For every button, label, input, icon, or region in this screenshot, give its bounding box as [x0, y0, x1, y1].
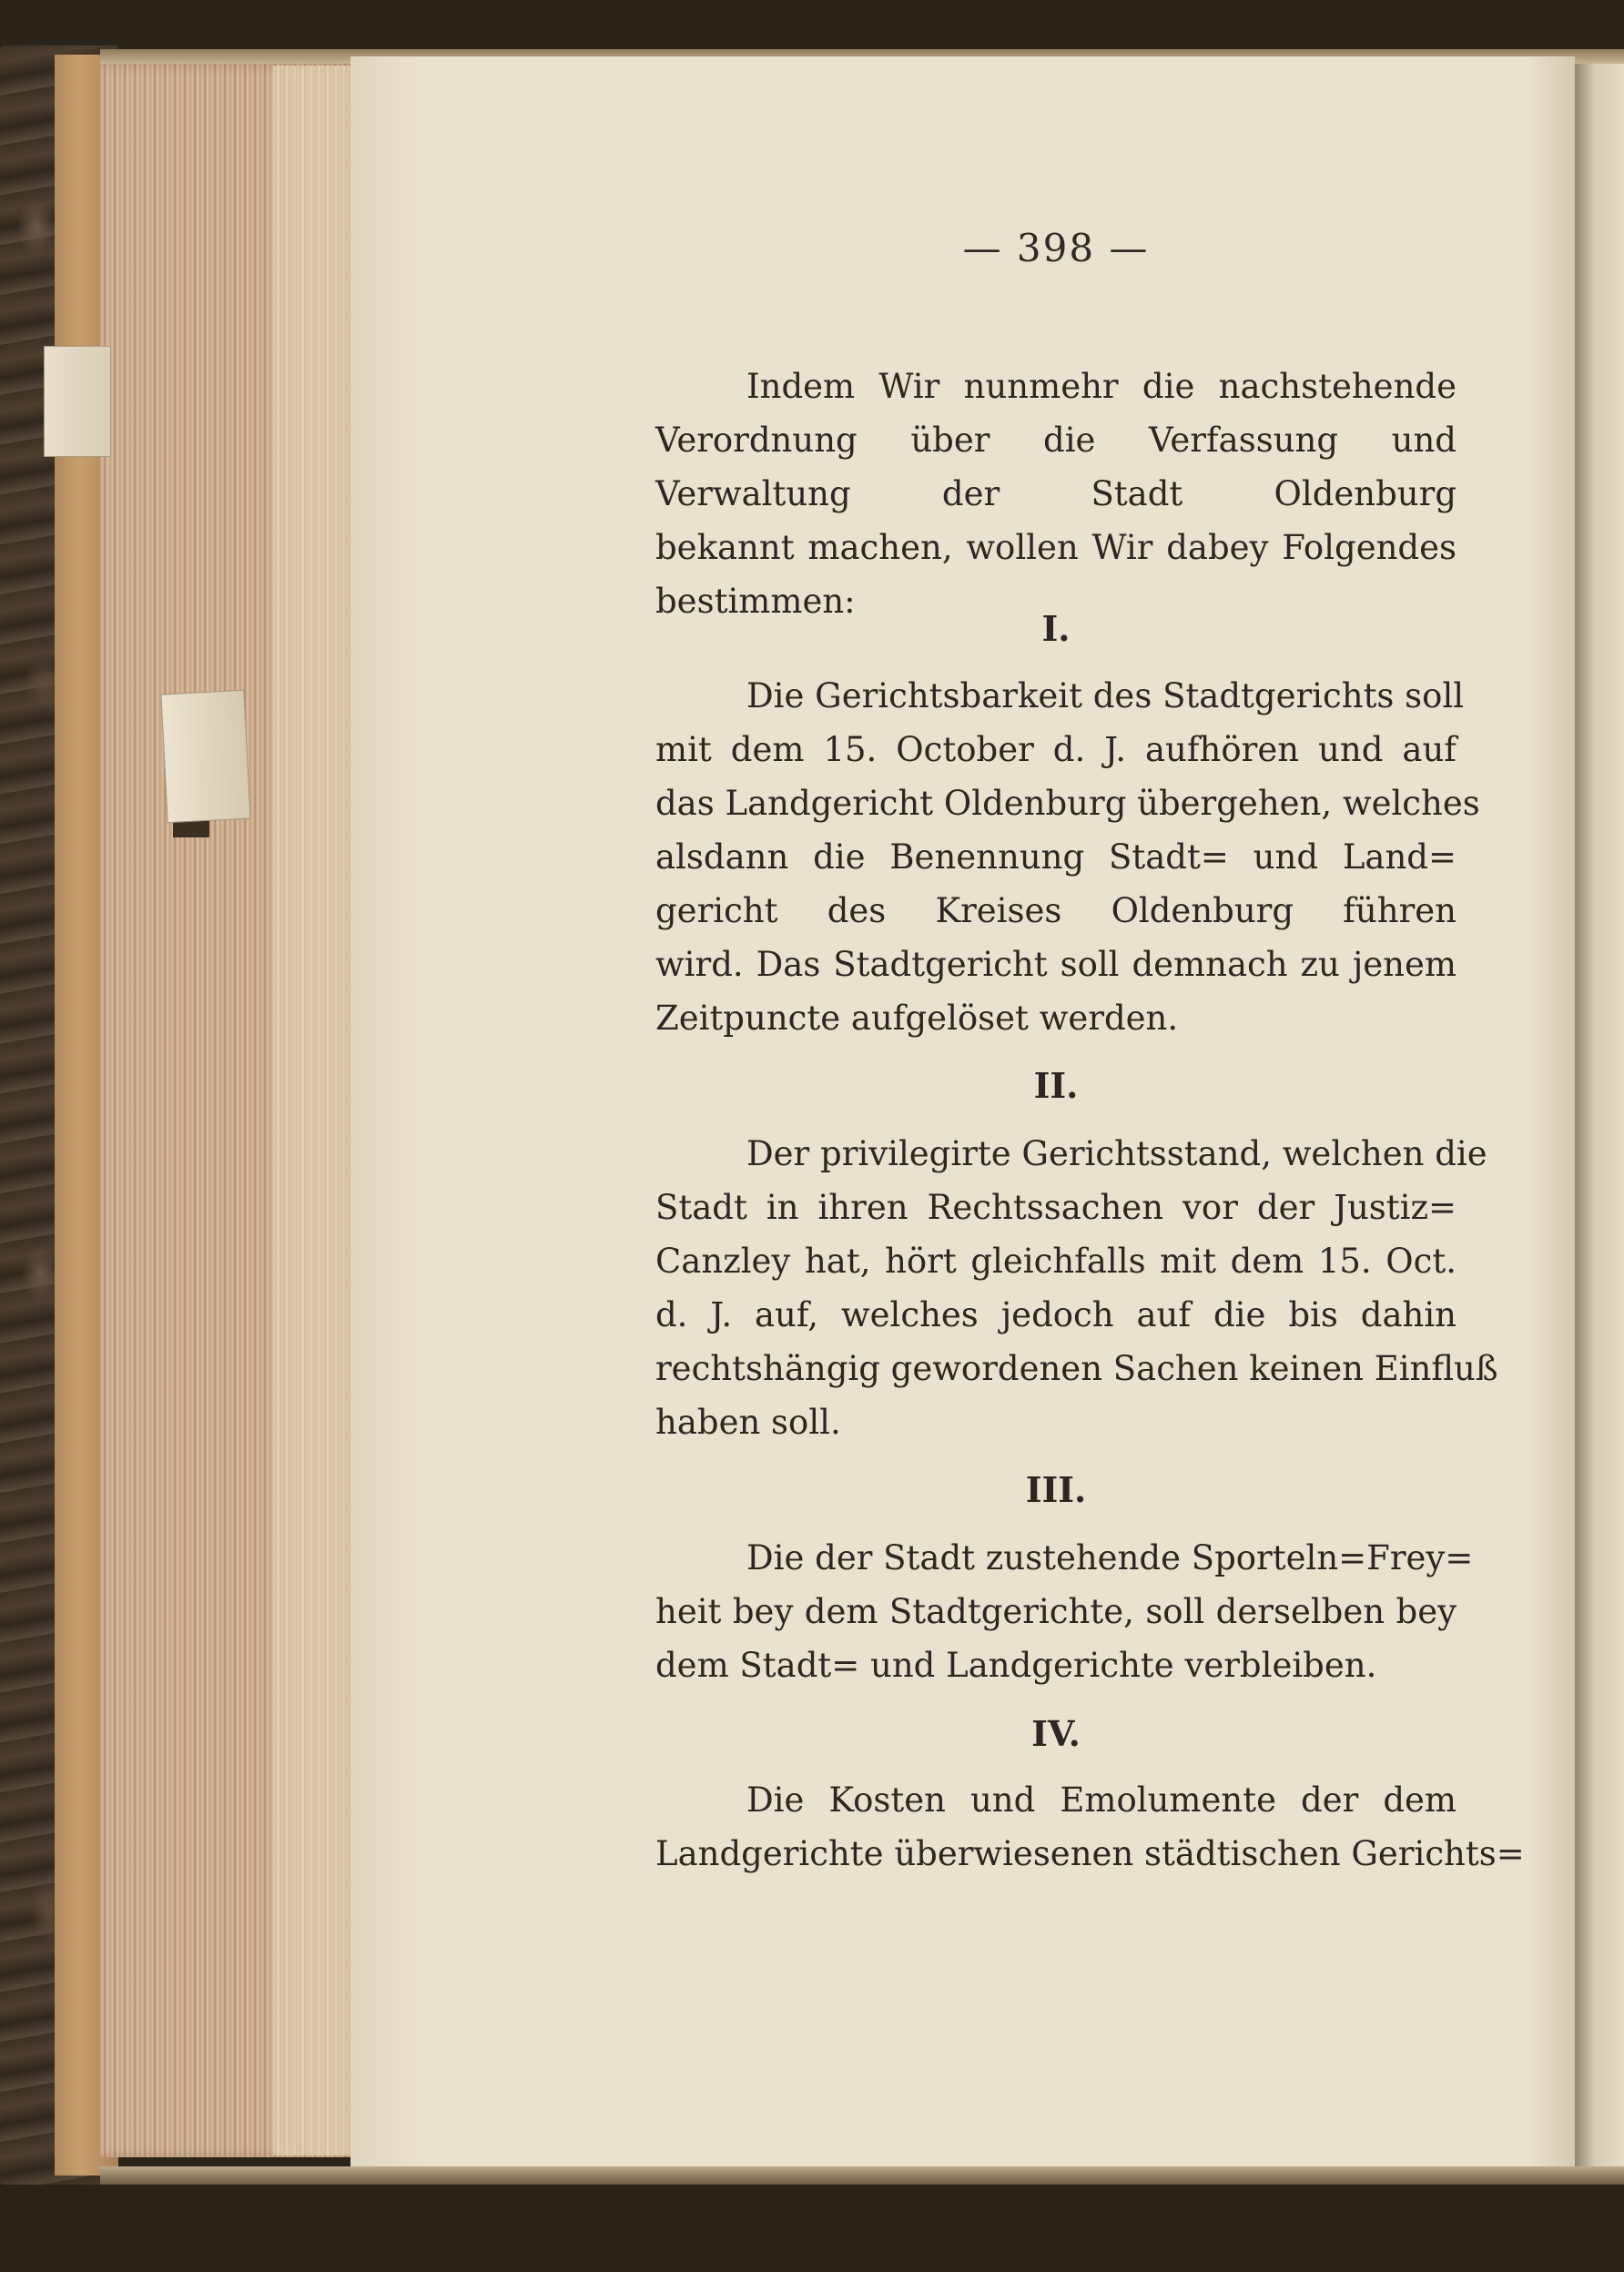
page-bottom-edge [100, 2166, 1624, 2185]
text-line: Die der Stadt zustehende Sporteln=Frey= [746, 1538, 1474, 1577]
paper-tab-middle [160, 690, 250, 824]
section-numeral: II. [1033, 1065, 1079, 1106]
paper-tab-top [44, 346, 111, 457]
text-line: das Landgericht Oldenburg übergehen, welches [655, 784, 1480, 823]
section-paragraph [655, 1127, 1498, 1449]
section-numeral: IV. [1031, 1713, 1081, 1754]
page-edges-inner [273, 66, 355, 2155]
text-line: haben soll. [655, 1403, 841, 1442]
text-line: d. J. auf, welches jedoch auf die bis dahin [655, 1295, 1457, 1334]
text-line: rechtshängig gewordenen Sachen keinen Einfluß [655, 1349, 1498, 1388]
section-paragraph [655, 1531, 1474, 1692]
text-line: heit bey dem Stadtgerichte, soll derselben bey [655, 1592, 1457, 1631]
text-line: gericht des Kreises Oldenburg führen [655, 891, 1457, 930]
text-line: Verordnung über die Verfassung und [655, 421, 1457, 460]
text-line: Indem Wir nunmehr die nachstehende [746, 367, 1457, 406]
text-line: Die Kosten und Emolumente der dem [746, 1780, 1457, 1820]
section-numeral: I. [1041, 608, 1071, 649]
text-line: Zeitpuncte aufgelöset werden. [655, 999, 1179, 1038]
facing-page-edge [1575, 64, 1624, 2166]
text-line: wird. Das Stadtgericht soll demnach zu jenem [655, 945, 1457, 984]
intro-paragraph [655, 360, 1457, 628]
text-line: Die Gerichtsbarkeit des Stadtgerichts soll [746, 676, 1465, 715]
section-paragraph [655, 669, 1480, 1045]
text-line: bestimmen: [655, 582, 856, 621]
text-line: Verwaltung der Stadt Oldenburg [655, 474, 1457, 513]
text-line: Stadt in ihren Rechtssachen vor der Justiz= [655, 1188, 1457, 1227]
text-line: mit dem 15. October d. J. aufhören und auf [655, 730, 1457, 769]
text-line: dem Stadt= und Landgerichte verbleiben. [655, 1646, 1377, 1685]
text-line: alsdann die Benennung Stadt= und Land= [655, 837, 1457, 877]
text-line: Landgerichte überwiesenen städtischen Gerichts= [655, 1834, 1525, 1873]
page-number: — 398 — [962, 226, 1150, 270]
section-numeral: III. [1025, 1469, 1087, 1510]
section-paragraph [655, 1773, 1525, 1881]
text-line: Canzley hat, hört gleichfalls mit dem 15. Oct. [655, 1242, 1457, 1281]
text-line: bekannt machen, wollen Wir dabey Folgendes [655, 528, 1457, 567]
text-line: Der privilegirte Gerichtsstand, welchen die [746, 1134, 1487, 1173]
